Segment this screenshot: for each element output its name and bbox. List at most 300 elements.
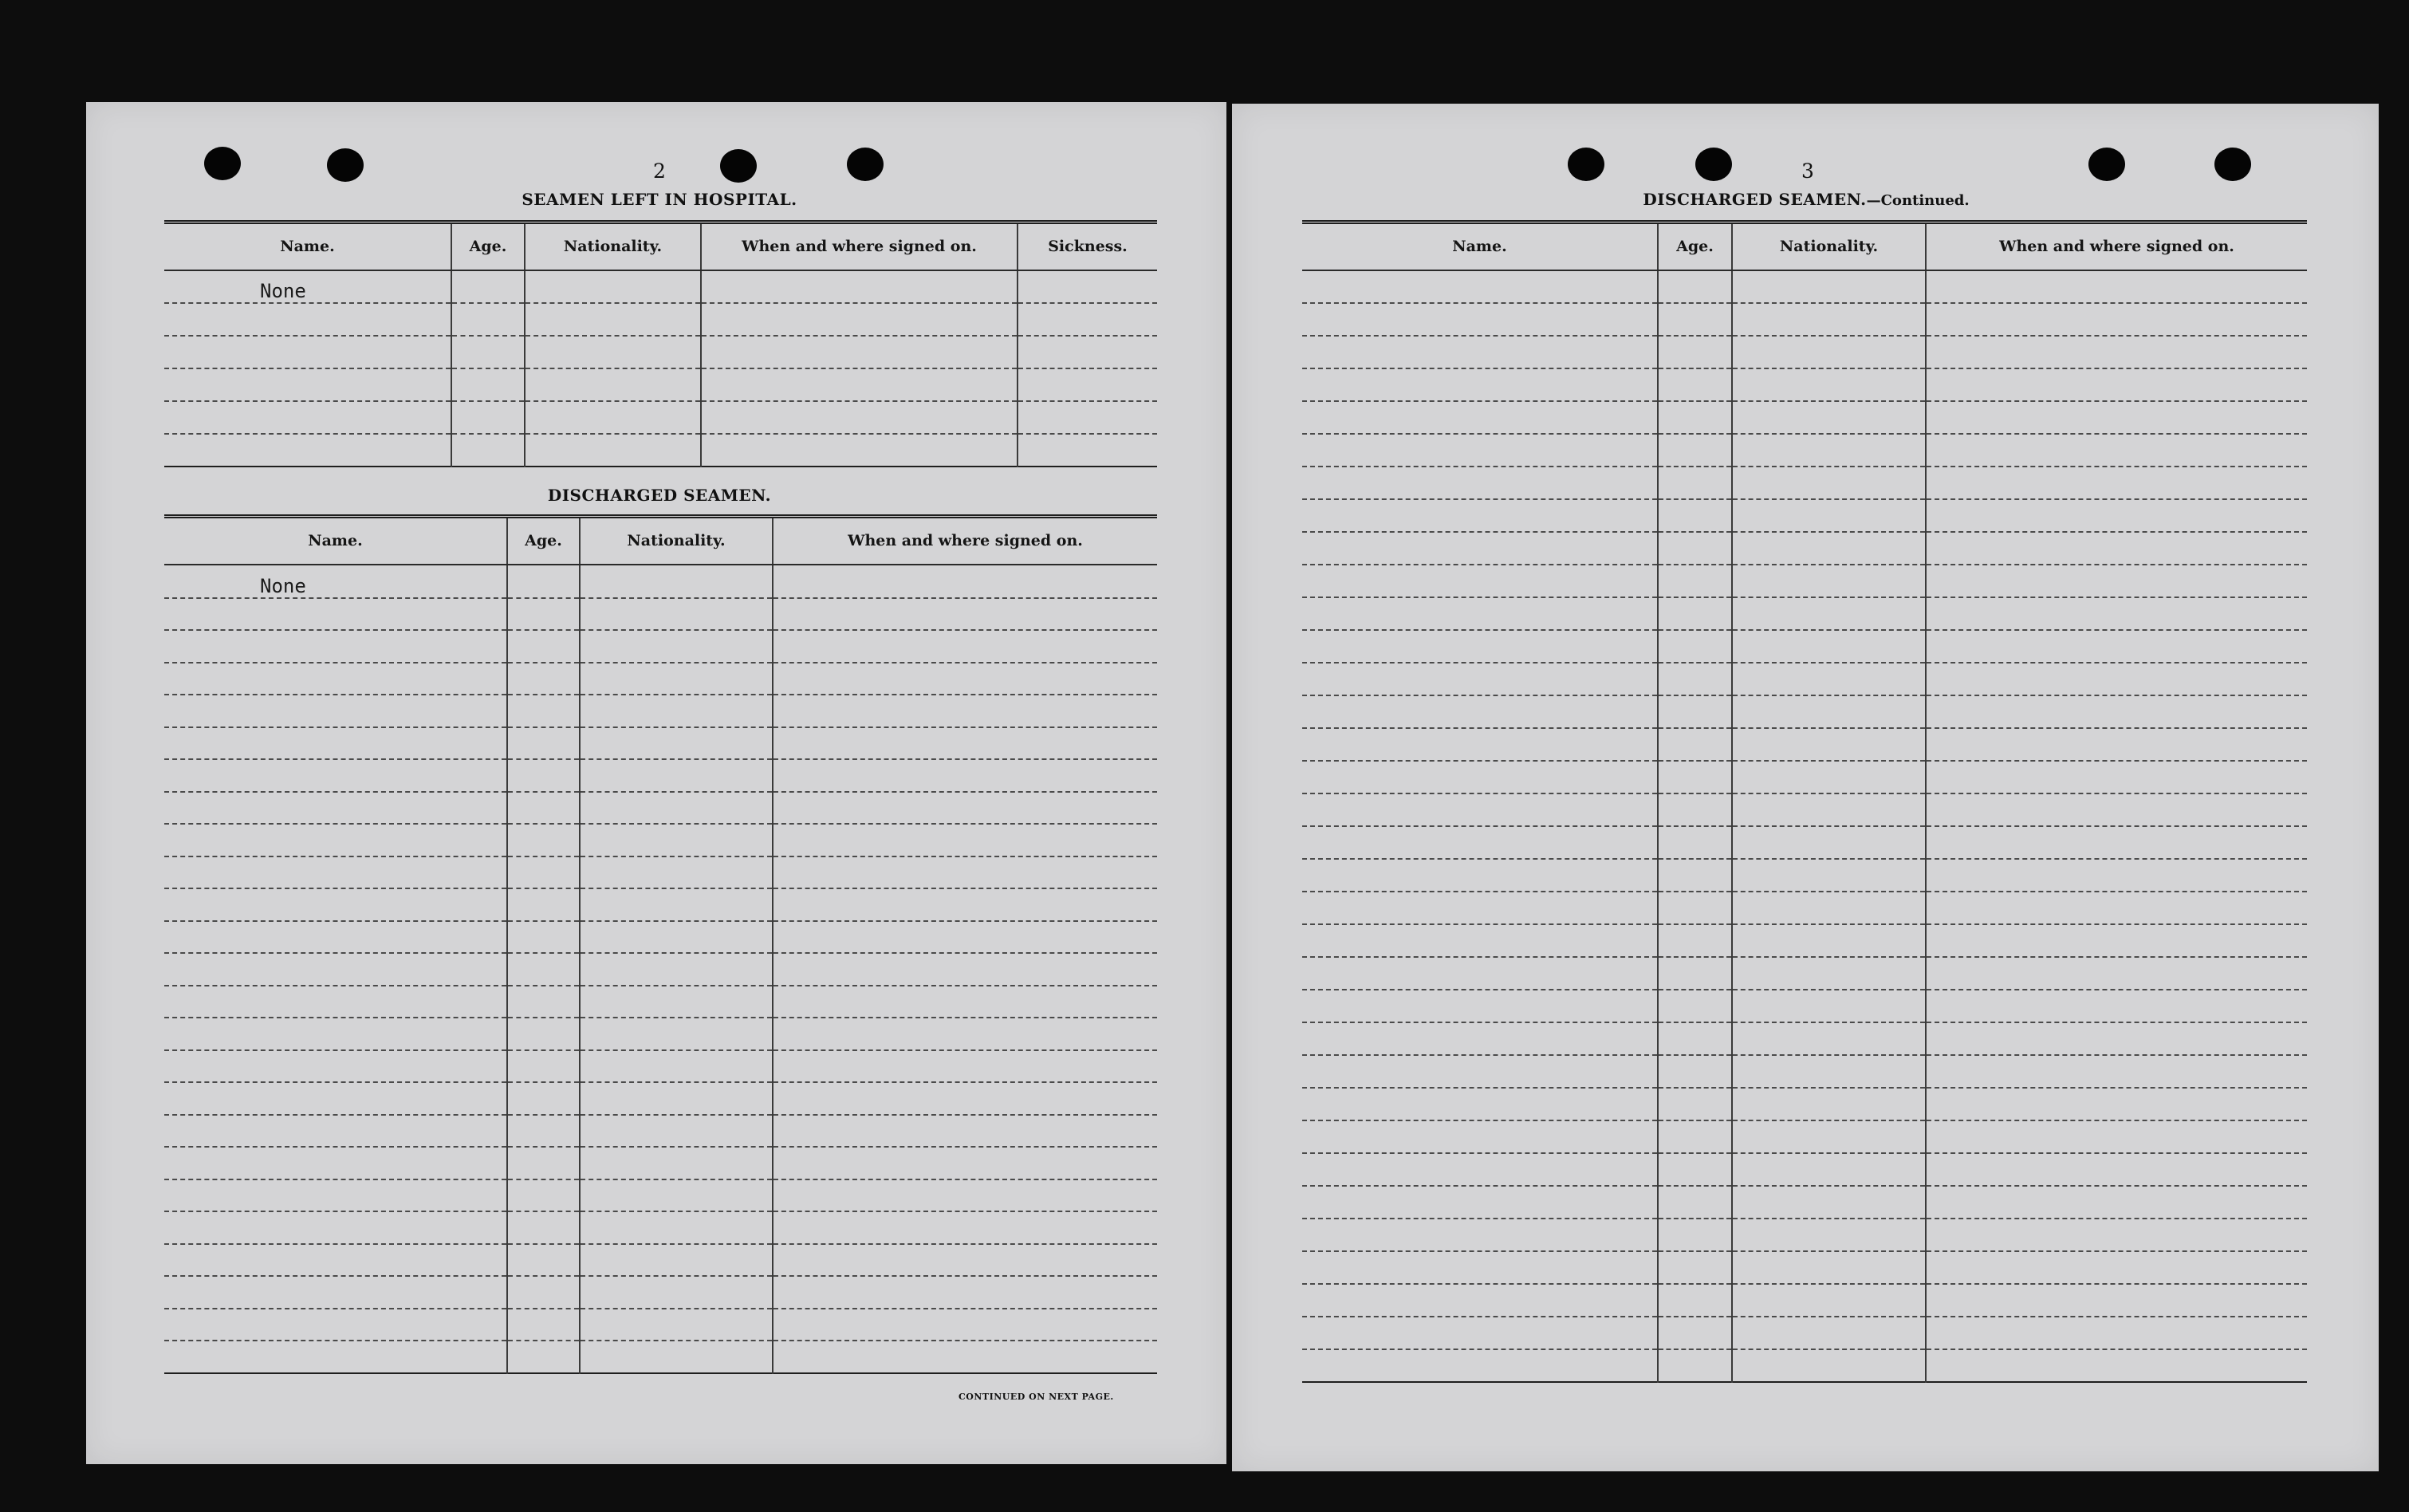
table-row — [164, 303, 1157, 336]
table-cell — [451, 336, 525, 368]
table-cell — [164, 921, 507, 954]
table-cell — [580, 986, 773, 1018]
table-cell — [1732, 434, 1926, 467]
table-row — [164, 695, 1157, 727]
table-cell — [1926, 1088, 2307, 1120]
table-cell — [507, 1244, 580, 1277]
table-cell — [1302, 1349, 1658, 1382]
table-cell — [164, 824, 507, 856]
table-cell — [1302, 1120, 1658, 1153]
table-cell — [1926, 1055, 2307, 1088]
table-row — [1302, 368, 2307, 401]
table-cell — [1732, 695, 1926, 728]
table-cell — [701, 434, 1018, 467]
table-row — [1302, 990, 2307, 1022]
discharged-table — [164, 514, 1157, 1374]
table-cell — [1302, 892, 1658, 924]
table-cell — [1658, 303, 1732, 336]
table-row — [164, 1341, 1157, 1373]
table-cell — [1926, 826, 2307, 859]
table-cell — [701, 270, 1018, 303]
table-row — [1302, 1088, 2307, 1120]
table-row — [164, 336, 1157, 368]
table-cell — [580, 1244, 773, 1277]
table-row — [1302, 728, 2307, 761]
table-row — [164, 663, 1157, 695]
table-cell — [164, 598, 507, 631]
table-cell — [507, 663, 580, 695]
table-cell — [580, 824, 773, 856]
table-row — [1302, 565, 2307, 597]
table-cell — [1732, 1219, 1926, 1251]
table-cell — [1302, 467, 1658, 499]
table-cell — [1302, 957, 1658, 990]
table-cell — [580, 888, 773, 921]
table-row — [1302, 467, 2307, 499]
table-cell — [1926, 957, 2307, 990]
table-cell — [451, 401, 525, 434]
table-cell — [1732, 793, 1926, 826]
table-row — [164, 1018, 1157, 1050]
table-cell — [1302, 1219, 1658, 1251]
table-cell — [1732, 270, 1926, 303]
table-cell — [1732, 630, 1926, 663]
table-cell — [1302, 532, 1658, 565]
table-cell — [773, 856, 1157, 889]
table-cell — [1732, 924, 1926, 957]
table-cell — [1302, 368, 1658, 401]
table-cell — [1732, 1153, 1926, 1186]
table-row — [164, 368, 1157, 401]
table-cell — [1926, 728, 2307, 761]
table-cell — [507, 1147, 580, 1179]
table-cell — [164, 986, 507, 1018]
table-cell — [507, 856, 580, 889]
table-cell — [164, 1082, 507, 1115]
table-cell — [164, 1147, 507, 1179]
table-row — [1302, 793, 2307, 826]
column-header-sickness: Sickness. — [1018, 222, 1157, 270]
table-row — [1302, 336, 2307, 368]
table-row — [164, 1179, 1157, 1212]
table-cell — [773, 1244, 1157, 1277]
table-cell — [451, 270, 525, 303]
column-header-name: Name. — [164, 517, 507, 565]
punch-hole-icon — [327, 148, 364, 182]
table-cell — [525, 270, 701, 303]
table-cell — [580, 1147, 773, 1179]
table-cell — [580, 598, 773, 631]
table-row — [164, 953, 1157, 986]
left-page — [86, 102, 1226, 1464]
table-cell — [1302, 1251, 1658, 1284]
table-cell — [164, 1050, 507, 1083]
table-cell — [451, 368, 525, 401]
table-cell — [1926, 1349, 2307, 1382]
table-cell — [1926, 1251, 2307, 1284]
table-cell — [1658, 1219, 1732, 1251]
table-cell — [773, 824, 1157, 856]
table-cell — [507, 727, 580, 760]
table-cell — [164, 336, 451, 368]
table-cell — [773, 921, 1157, 954]
table-cell — [1732, 1251, 1926, 1284]
table-cell — [1302, 270, 1658, 303]
table-cell — [1926, 859, 2307, 892]
punch-hole-icon — [847, 148, 884, 181]
table-cell — [773, 1082, 1157, 1115]
table-row — [164, 727, 1157, 760]
table-cell — [1302, 1284, 1658, 1317]
table-cell — [164, 630, 507, 663]
table-cell — [580, 1082, 773, 1115]
table-cell — [1302, 1055, 1658, 1088]
table-cell — [1926, 1120, 2307, 1153]
table-cell — [1732, 597, 1926, 630]
table-cell — [1302, 728, 1658, 761]
table-cell — [1302, 663, 1658, 695]
table-cell — [580, 663, 773, 695]
table-cell — [580, 1115, 773, 1148]
table-cell — [1658, 826, 1732, 859]
table-cell — [580, 921, 773, 954]
table-cell — [1302, 565, 1658, 597]
table-row — [164, 565, 1157, 598]
table-cell — [507, 598, 580, 631]
table-row — [1302, 1055, 2307, 1088]
table-cell — [164, 401, 451, 434]
table-cell: None — [164, 270, 451, 303]
table-cell — [580, 1050, 773, 1083]
table-cell — [1658, 401, 1732, 434]
table-row — [1302, 1219, 2307, 1251]
punch-hole-icon — [1568, 148, 1604, 181]
table-cell — [1926, 1219, 2307, 1251]
table-row — [1302, 761, 2307, 793]
table-cell — [1658, 270, 1732, 303]
table-row — [164, 598, 1157, 631]
table-cell — [1926, 597, 2307, 630]
table-cell — [1926, 336, 2307, 368]
table-row — [164, 1309, 1157, 1341]
table-cell — [1732, 990, 1926, 1022]
table-cell — [1302, 303, 1658, 336]
table-row — [1302, 532, 2307, 565]
table-cell — [507, 565, 580, 598]
table-cell — [1926, 303, 2307, 336]
table-cell — [164, 1211, 507, 1244]
table-cell — [1302, 1317, 1658, 1349]
table-cell — [164, 1244, 507, 1277]
table-cell — [1658, 368, 1732, 401]
table-cell — [507, 986, 580, 1018]
table-cell — [1302, 630, 1658, 663]
table-cell — [507, 1309, 580, 1341]
table-cell — [580, 1341, 773, 1373]
table-cell — [1732, 728, 1926, 761]
table-cell — [507, 1179, 580, 1212]
table-cell — [507, 888, 580, 921]
table-row — [1302, 1186, 2307, 1219]
table-cell — [525, 401, 701, 434]
table-cell — [1658, 1153, 1732, 1186]
table-row — [164, 630, 1157, 663]
column-header-signed-on: When and where signed on. — [701, 222, 1018, 270]
table-cell — [507, 1050, 580, 1083]
table-cell — [701, 303, 1018, 336]
table-row — [1302, 859, 2307, 892]
table-cell — [164, 663, 507, 695]
table-cell — [1302, 761, 1658, 793]
table-cell — [1732, 663, 1926, 695]
table-cell — [1302, 597, 1658, 630]
discharged-continued-title — [1643, 190, 1969, 209]
table-cell — [1658, 859, 1732, 892]
table-cell — [1732, 499, 1926, 532]
table-row — [1302, 826, 2307, 859]
table-cell — [773, 888, 1157, 921]
table-cell — [1732, 761, 1926, 793]
table-cell — [1302, 336, 1658, 368]
table-cell — [1658, 1088, 1732, 1120]
table-cell — [1658, 957, 1732, 990]
table-cell — [1302, 1022, 1658, 1055]
table-row — [1302, 270, 2307, 303]
table-cell — [773, 986, 1157, 1018]
table-row — [1302, 1120, 2307, 1153]
table-row — [1302, 663, 2307, 695]
table-cell — [1732, 1186, 1926, 1219]
table-cell — [525, 368, 701, 401]
table-cell — [701, 336, 1018, 368]
table-cell — [1658, 793, 1732, 826]
table-cell — [507, 1341, 580, 1373]
table-cell — [580, 695, 773, 727]
table-cell — [1658, 1349, 1732, 1382]
table-cell — [507, 1211, 580, 1244]
continued-note: CONTINUED ON NEXT PAGE. — [958, 1392, 1114, 1402]
table-cell — [1658, 990, 1732, 1022]
table-cell — [1018, 336, 1157, 368]
table-row — [1302, 630, 2307, 663]
punch-hole-icon — [720, 149, 757, 183]
table-row — [164, 270, 1157, 303]
table-cell — [1658, 1284, 1732, 1317]
table-cell — [1732, 957, 1926, 990]
table-cell — [1302, 826, 1658, 859]
table-row — [164, 1276, 1157, 1309]
table-cell — [164, 727, 507, 760]
discharged-table — [1302, 220, 2307, 1383]
table-row — [164, 1147, 1157, 1179]
table-cell — [773, 565, 1157, 598]
table-cell — [507, 1082, 580, 1115]
table-cell — [164, 792, 507, 825]
column-header-nationality: Nationality. — [1732, 222, 1926, 270]
table-cell — [507, 695, 580, 727]
table-cell — [1926, 1284, 2307, 1317]
table-cell — [1658, 892, 1732, 924]
table-cell — [1302, 924, 1658, 957]
table-cell — [1658, 1055, 1732, 1088]
table-cell — [1658, 728, 1732, 761]
hospital-section-title: SEAMEN LEFT IN HOSPITAL. — [522, 190, 797, 209]
table-cell — [1302, 499, 1658, 532]
table-cell — [773, 727, 1157, 760]
table-cell — [580, 565, 773, 598]
column-header-name: Name. — [1302, 222, 1658, 270]
table-cell — [1732, 859, 1926, 892]
table-cell — [1732, 1088, 1926, 1120]
table-cell — [1658, 924, 1732, 957]
table-cell — [1926, 1317, 2307, 1349]
table-row — [1302, 1317, 2307, 1349]
table-cell — [773, 630, 1157, 663]
table-cell — [525, 336, 701, 368]
hospital-table — [164, 220, 1157, 467]
table-cell — [580, 953, 773, 986]
table-row — [1302, 1251, 2307, 1284]
table-row — [164, 1211, 1157, 1244]
table-row — [1302, 892, 2307, 924]
table-cell — [1926, 1153, 2307, 1186]
table-cell — [507, 630, 580, 663]
table-cell — [164, 1179, 507, 1212]
page-number: 2 — [653, 159, 666, 183]
table-cell — [507, 1018, 580, 1050]
table-cell — [1658, 1186, 1732, 1219]
table-cell — [1732, 1284, 1926, 1317]
table-row — [164, 888, 1157, 921]
table-row — [164, 824, 1157, 856]
table-row — [1302, 924, 2307, 957]
table-cell — [1658, 565, 1732, 597]
table-cell — [164, 434, 451, 467]
table-row — [164, 759, 1157, 792]
table-cell — [1018, 270, 1157, 303]
table-cell — [1018, 401, 1157, 434]
table-row — [1302, 1284, 2307, 1317]
table-cell — [773, 1276, 1157, 1309]
column-header-signed-on: When and where signed on. — [1926, 222, 2307, 270]
table-row — [164, 1244, 1157, 1277]
table-cell — [1732, 1022, 1926, 1055]
table-cell — [1302, 859, 1658, 892]
table-cell — [1658, 467, 1732, 499]
table-cell — [1926, 663, 2307, 695]
table-cell — [773, 759, 1157, 792]
table-cell — [164, 953, 507, 986]
right-page — [1232, 104, 2379, 1471]
table-cell — [1926, 532, 2307, 565]
table-cell — [1926, 924, 2307, 957]
table-cell — [1732, 1317, 1926, 1349]
table-row — [1302, 597, 2307, 630]
table-cell — [1732, 1055, 1926, 1088]
table-row — [164, 401, 1157, 434]
table-row — [1302, 957, 2307, 990]
table-cell — [773, 1179, 1157, 1212]
table-cell — [773, 1341, 1157, 1373]
table-cell — [1658, 1251, 1732, 1284]
table-row — [1302, 1022, 2307, 1055]
table-cell — [164, 368, 451, 401]
table-cell — [1018, 434, 1157, 467]
column-header-age: Age. — [451, 222, 525, 270]
table-cell — [1302, 793, 1658, 826]
table-cell — [580, 1276, 773, 1309]
table-cell — [507, 921, 580, 954]
table-cell — [773, 792, 1157, 825]
punch-hole-icon — [1695, 148, 1732, 181]
column-header-age: Age. — [1658, 222, 1732, 270]
table-row — [1302, 401, 2307, 434]
table-cell — [580, 792, 773, 825]
table-cell — [507, 824, 580, 856]
table-cell — [507, 953, 580, 986]
column-header-signed-on: When and where signed on. — [773, 517, 1157, 565]
table-cell — [773, 1309, 1157, 1341]
table-cell — [1926, 761, 2307, 793]
table-cell — [164, 1276, 507, 1309]
title-continued: —Continued. — [1866, 192, 1970, 209]
table-cell — [1018, 303, 1157, 336]
table-cell — [1658, 434, 1732, 467]
table-row — [1302, 1349, 2307, 1382]
punch-hole-icon — [2214, 148, 2251, 181]
table-cell — [1732, 532, 1926, 565]
table-row — [164, 986, 1157, 1018]
table-cell — [773, 953, 1157, 986]
table-cell — [507, 1115, 580, 1148]
table-cell — [580, 727, 773, 760]
table-cell — [1926, 499, 2307, 532]
table-cell — [1926, 270, 2307, 303]
table-cell — [1732, 303, 1926, 336]
table-cell — [773, 598, 1157, 631]
table-cell — [1732, 1349, 1926, 1382]
table-cell — [507, 792, 580, 825]
table-cell — [507, 1276, 580, 1309]
table-cell — [1732, 336, 1926, 368]
table-cell — [1926, 1022, 2307, 1055]
table-cell — [164, 1341, 507, 1373]
table-cell — [507, 759, 580, 792]
table-row — [1302, 434, 2307, 467]
table-cell — [1658, 597, 1732, 630]
table-cell — [451, 434, 525, 467]
table-cell — [1732, 892, 1926, 924]
table-cell — [1926, 990, 2307, 1022]
column-header-age: Age. — [507, 517, 580, 565]
table-cell — [1302, 401, 1658, 434]
table-cell — [1302, 1088, 1658, 1120]
table-cell — [164, 856, 507, 889]
table-cell — [1658, 1022, 1732, 1055]
table-cell — [580, 759, 773, 792]
table-cell — [164, 888, 507, 921]
table-row — [164, 1115, 1157, 1148]
table-row — [164, 921, 1157, 954]
punch-hole-icon — [204, 147, 241, 180]
table-cell — [773, 1018, 1157, 1050]
table-cell — [1658, 663, 1732, 695]
table-cell — [451, 303, 525, 336]
table-cell — [164, 303, 451, 336]
table-cell — [1658, 336, 1732, 368]
table-cell — [1302, 1186, 1658, 1219]
table-cell — [1018, 368, 1157, 401]
